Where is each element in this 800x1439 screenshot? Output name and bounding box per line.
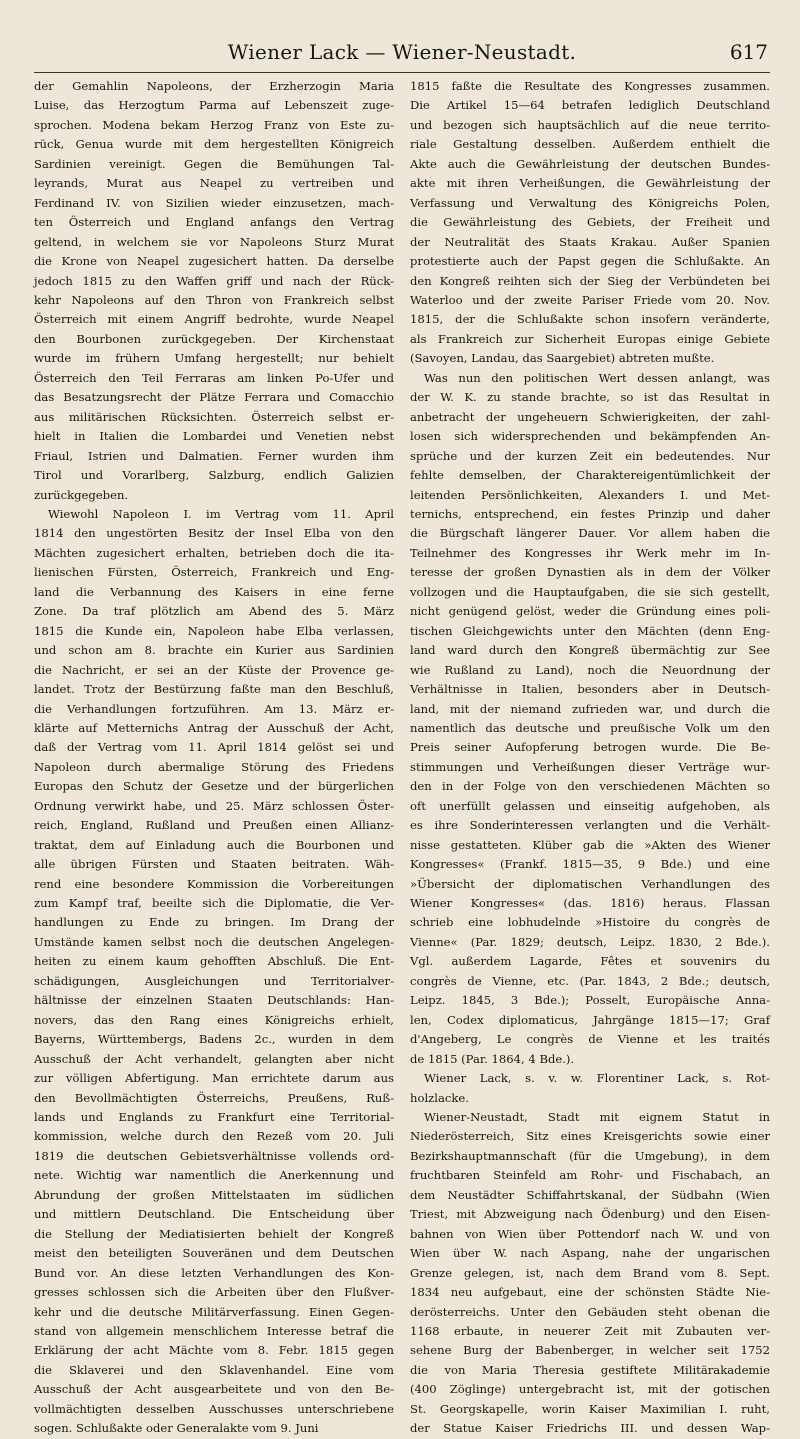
- text-line: Ferdinand IV. von Sizilien wieder einzusetzen, mach-: [34, 195, 394, 210]
- text-line: 1815, der die Schlußakte schon insofern veränderte,: [410, 312, 770, 327]
- text-line: land, mit der niemand zufrieden war, und durch die: [410, 701, 770, 716]
- text-line: aus militärischen Rücksichten. Österreich selbst er-: [34, 409, 394, 424]
- text-line: fehlte demselben, der Charaktereigentümlichkeit der: [410, 468, 770, 483]
- text-line: Ausschuß der Acht verhandelt, gelangten aber nicht: [34, 1051, 394, 1066]
- text-line: Wiener Kongresses« (das. 1816) heraus. Flassan: [410, 896, 770, 911]
- text-line: sprüche und der kurzen Zeit ein bedeutendes. Nur: [410, 448, 770, 463]
- text-line: sprochen. Modena bekam Herzog Franz von Este zu-: [34, 117, 394, 132]
- text-line: und schon am 8. brachte ein Kurier aus Sardinien: [34, 643, 394, 658]
- text-line: 1814 den ungestörten Besitz der Insel Elba von den: [34, 526, 394, 541]
- text-line: akte mit ihren Verheißungen, die Gewährleistung der: [410, 176, 770, 191]
- text-line: traktat, dem auf Einladung auch die Bourbonen und: [34, 837, 394, 852]
- text-line: hielt in Italien die Lombardei und Venetien nebst: [34, 429, 394, 444]
- text-line: 1819 die deutschen Gebietsverhältnisse vollends ord-: [34, 1148, 394, 1163]
- text-line: Napoleon durch abermalige Störung des Friedens: [34, 759, 394, 774]
- text-line: vollzogen und die Hauptaufgaben, die sie sich gestellt,: [410, 584, 770, 599]
- text-line: klärte auf Metternichs Antrag der Ausschuß der Acht,: [34, 720, 394, 735]
- text-line: Verfassung und Verwaltung des Königreichs Polen,: [410, 195, 770, 210]
- text-line: Bund vor. An diese letzten Verhandlungen des Kon-: [34, 1265, 394, 1280]
- text-line: der W. K. zu stande brachte, so ist das Resultat in: [410, 390, 770, 405]
- text-line: meist den beteiligten Souveränen und dem Deutschen: [34, 1246, 394, 1261]
- text-line: zur völligen Abfertigung. Man errichtete darum aus: [34, 1071, 394, 1086]
- text-line: die Nachricht, er sei an der Küste der Provence ge-: [34, 662, 394, 677]
- text-line: Verhältnisse in Italien, besonders aber in Deutsch-: [410, 682, 770, 697]
- text-line: protestierte auch der Papst gegen die Schlußakte. An: [410, 254, 770, 269]
- text-line: leyrands, Murat aus Neapel zu vertreiben und: [34, 176, 394, 191]
- text-line: namentlich das deutsche und preußische Volk um den: [410, 720, 770, 735]
- text-line: heiten zu einem kaum gehofften Abschluß. Die Ent-: [34, 954, 394, 969]
- text-line: bahnen von Wien über Pottendorf nach W. und von: [410, 1226, 770, 1241]
- text-line: landet. Trotz der Bestürzung faßte man den Beschluß,: [34, 682, 394, 697]
- text-line: nisse gestatteten. Klüber gab die »Akten des Wiener: [410, 837, 770, 852]
- text-line: Grenze gelegen, ist, nach dem Brand vom 8. Sept.: [410, 1265, 770, 1280]
- text-line: geltend, in welchem sie vor Napoleons Sturz Murat: [34, 234, 394, 249]
- text-line: (400 Zöglinge) untergebracht ist, mit der gotischen: [410, 1382, 770, 1397]
- text-line: teresse der großen Dynastien als in dem der Völker: [410, 565, 770, 580]
- text-line: Teilnehmer des Kongresses ihr Werk mehr im In-: [410, 545, 770, 560]
- text-line: Österreich mit einem Angriff bedrohte, wurde Neapel: [34, 312, 394, 327]
- text-line: alle übrigen Fürsten und Staaten beitraten. Wäh-: [34, 857, 394, 872]
- text-line: (Savoyen, Landau, das Saargebiet) abtreten mußte.: [410, 351, 715, 366]
- text-line: das Besatzungsrecht der Plätze Ferrara und Comacchio: [34, 390, 394, 405]
- left-column: [34, 77, 394, 1436]
- text-line: Wien über W. nach Aspang, nahe der ungarischen: [410, 1246, 770, 1261]
- text-line: Umstände kamen selbst noch die deutschen Angelegen-: [34, 934, 394, 949]
- text-line: sehene Burg der Babenberger, in welcher seit 1752: [410, 1343, 770, 1358]
- text-line: den Bevollmächtigten Österreichs, Preußens, Ruß-: [34, 1090, 394, 1105]
- text-line: fruchtbaren Steinfeld am Rohr- und Fischabach, an: [410, 1168, 770, 1183]
- text-line: hältnisse der einzelnen Staaten Deutschlands: Han-: [34, 993, 394, 1008]
- text-line: Akte auch die Gewährleistung der deutschen Bundes-: [410, 156, 770, 171]
- text-line: der Gemahlin Napoleons, der Erzherzogin Maria: [34, 79, 394, 93]
- text-line: novers, das den Rang eines Königreichs erhielt,: [34, 1012, 394, 1027]
- text-line: nete. Wichtig war namentlich die Anerkennung und: [34, 1168, 394, 1183]
- text-line: Leipz. 1845, 3 Bde.); Posselt, Europäische Anna-: [410, 993, 770, 1008]
- text-line: rück, Genua wurde mit dem hergestellten Königreich: [34, 137, 394, 152]
- text-line: kehr und die deutsche Militärverfassung. Einen Gegen-: [34, 1304, 394, 1319]
- text-line: Vienne« (Par. 1829; deutsch, Leipz. 1830, 2 Bde.).: [410, 934, 770, 949]
- running-header: [34, 40, 770, 66]
- text-line: schädigungen, Ausgleichungen und Territorialver-: [34, 973, 394, 988]
- text-line: nicht genügend gelöst, weder die Gründung eines poli-: [410, 604, 770, 619]
- text-line: ternichs, entsprechend, ein festes Prinzip und daher: [410, 506, 770, 521]
- text-line: Friaul, Istrien und Dalmatien. Ferner wurden ihm: [34, 448, 394, 463]
- text-line: Zone. Da traf plötzlich am Abend des 5. März: [34, 604, 394, 619]
- text-line: wurde im frühern Umfang hergestellt; nur behielt: [34, 351, 394, 366]
- text-line: die Gewährleistung des Gebiets, der Freiheit und: [410, 215, 770, 230]
- text-line: es ihre Sonderinteressen verlangten und die Verhält-: [410, 818, 770, 833]
- text-line: Sardinien vereinigt. Gegen die Bemühungen Tal-: [34, 156, 394, 171]
- text-line: Wiener-Neustadt, Stadt mit eignem Statut in: [424, 1110, 770, 1125]
- text-line: die Stellung der Mediatisierten behielt der Kongreß: [34, 1226, 394, 1241]
- text-line: Tirol und Vorarlberg, Salzburg, endlich Galizien: [34, 468, 394, 483]
- text-line: Triest, mit Abzweigung nach Ödenburg) und den Eisen-: [410, 1207, 770, 1222]
- page-number: 617: [729, 40, 768, 64]
- text-line: den Bourbonen zurückgegeben. Der Kirchenstaat: [34, 331, 394, 346]
- text-line: 1815 die Kunde ein, Napoleon habe Elba verlassen,: [34, 623, 394, 638]
- text-line: der Neutralität des Staats Krakau. Außer Spanien: [410, 234, 770, 249]
- text-line: Was nun den politischen Wert dessen anlangt, was: [424, 370, 770, 385]
- text-line: land die Verbannung des Kaisers in eine ferne: [34, 584, 394, 599]
- text-line: Kongresses« (Frankf. 1815—35, 9 Bde.) und eine: [410, 857, 770, 872]
- text-line: der Statue Kaiser Friedrichs III. und dessen Wap-: [410, 1421, 770, 1436]
- text-line: die Verhandlungen fortzuführen. Am 13. März er-: [34, 701, 394, 716]
- text-line: anbetracht der ungeheuern Schwierigkeiten, der zahl-: [410, 409, 770, 424]
- text-line: schrieb eine lobhudelnde »Histoire du congrès de: [410, 915, 770, 930]
- text-line: rend eine besondere Kommission die Vorbereitungen: [34, 876, 394, 891]
- text-line: zurückgegeben.: [34, 487, 129, 502]
- text-line: Luise, das Herzogtum Parma auf Lebenszeit zuge-: [34, 98, 394, 113]
- text-line: de 1815 (Par. 1864, 4 Bde.).: [410, 1051, 575, 1066]
- running-title: Wiener Lack — Wiener-Neustadt.: [227, 40, 577, 64]
- text-line: dem Neustädter Schiffahrtskanal, der Südbahn (Wien: [410, 1187, 770, 1202]
- text-line: Europas den Schutz der Gesetze und der bürgerlichen: [34, 779, 394, 794]
- text-line: Abrundung der großen Mittelstaaten im südlichen: [34, 1187, 394, 1202]
- text-line: Die Artikel 15—64 betrafen lediglich Deutschland: [410, 98, 770, 113]
- text-line: Vgl. außerdem Lagarde, Fêtes et souvenirs du: [410, 954, 770, 969]
- text-line: wie Rußland zu Land), noch die Neuordnung der: [410, 662, 770, 677]
- text-line: Waterloo und der zweite Pariser Friede vom 20. Nov.: [410, 292, 770, 307]
- text-line: und mittlern Deutschland. Die Entscheidung über: [34, 1207, 394, 1222]
- text-line: gresses schlossen sich die Arbeiten über den Flußver-: [34, 1285, 394, 1300]
- text-line: und bezogen sich hauptsächlich auf die neue territo-: [410, 117, 770, 132]
- text-line: lands und Englands zu Frankfurt eine Territorial-: [34, 1110, 394, 1125]
- text-line: riale Gestaltung desselben. Außerdem enthielt die: [410, 137, 770, 152]
- text-line: 1815 faßte die Resultate des Kongresses zusammen.: [410, 79, 770, 93]
- text-line: den Kongreß reihten sich der Sieg der Verbündeten bei: [410, 273, 770, 288]
- text-line: die Bürgschaft längerer Dauer. Vor allem haben die: [410, 526, 770, 541]
- text-line: Ausschuß der Acht ausgearbeitete und von den Be-: [34, 1382, 394, 1397]
- text-line: vollmächtigten desselben Ausschusses unterschriebene: [34, 1401, 394, 1416]
- text-line: Ordnung verwirkt habe, und 25. März schlossen Öster-: [34, 798, 394, 813]
- text-line: reich, England, Rußland und Preußen einen Allianz-: [34, 818, 394, 833]
- text-line: handlungen zu Ende zu bringen. Im Drang der: [34, 915, 394, 930]
- text-line: land ward durch den Kongreß übermächtig zur See: [410, 643, 770, 658]
- text-line: Niederösterreich, Sitz eines Kreisgerichts sowie einer: [410, 1129, 770, 1144]
- text-line: tischen Gleichgewichts unter den Mächten (denn Eng-: [410, 623, 770, 638]
- text-line: ten Österreich und England anfangs den Vertrag: [34, 215, 394, 230]
- text-line: Erklärung der acht Mächte vom 8. Febr. 1815 gegen: [34, 1343, 394, 1358]
- text-line: St. Georgskapelle, worin Kaiser Maximilian I. ruht,: [410, 1401, 770, 1416]
- text-line: Wiener Lack, s. v. w. Florentiner Lack, s. Rot-: [424, 1071, 770, 1086]
- text-line: Wiewohl Napoleon I. im Vertrag vom 11. April: [48, 506, 394, 521]
- text-line: losen sich widersprechenden und bekämpfenden An-: [410, 429, 770, 444]
- text-line: len, Codex diplomaticus, Jahrgänge 1815—17; Graf: [410, 1012, 770, 1027]
- text-line: den in der Folge von den verschiedenen Mächten so: [410, 779, 770, 794]
- text-line: d'Angeberg, Le congrès de Vienne et les traités: [410, 1032, 770, 1047]
- text-line: die Krone von Neapel zugesichert hatten. Da derselbe: [34, 254, 394, 269]
- text-line: kehr Napoleons auf den Thron von Frankreich selbst: [34, 292, 394, 307]
- text-line: derösterreichs. Unter den Gebäuden steht obenan die: [410, 1304, 770, 1319]
- text-line: zum Kampf traf, beeilte sich die Diplomatie, die Ver-: [34, 896, 394, 911]
- text-line: kommission, welche durch den Rezeß vom 20. Juli: [34, 1129, 394, 1144]
- text-line: die von Maria Theresia gestiftete Militärakademie: [410, 1362, 770, 1377]
- text-line: holzlacke.: [410, 1090, 469, 1105]
- text-line: daß der Vertrag vom 11. April 1814 gelöst sei und: [34, 740, 394, 755]
- header-rule: [34, 72, 770, 73]
- text-line: lienischen Fürsten, Österreich, Frankreich und Eng-: [34, 565, 394, 580]
- text-line: Mächten zugesichert erhalten, betrieben doch die ita-: [34, 545, 394, 560]
- text-line: die Sklaverei und den Sklavenhandel. Eine vom: [34, 1362, 394, 1377]
- text-line: leitenden Persönlichkeiten, Alexanders I. und Met-: [410, 487, 770, 502]
- text-line: 1834 neu aufgebaut, eine der schönsten Städte Nie-: [410, 1285, 770, 1300]
- text-line: jedoch 1815 zu den Waffen griff und nach der Rück-: [34, 273, 394, 288]
- text-columns: [34, 77, 770, 1436]
- text-line: Österreich den Teil Ferraras am linken Po-Ufer und: [34, 370, 394, 385]
- text-line: Bayerns, Württembergs, Badens 2c., wurden in dem: [34, 1032, 394, 1047]
- text-line: Preis seiner Aufopferung betrogen wurde. Die Be-: [410, 740, 770, 755]
- text-line: 1168 erbaute, in neuerer Zeit mit Zubauten ver-: [410, 1324, 770, 1338]
- text-line: congrès de Vienne, etc. (Par. 1843, 2 Bde.; deutsch,: [410, 973, 770, 988]
- text-line: sogen. Schlußakte oder Generalakte vom 9. Juni: [34, 1421, 319, 1436]
- text-line: »Übersicht der diplomatischen Verhandlungen des: [410, 876, 770, 891]
- text-line: Bezirkshauptmannschaft (für die Umgebung), in dem: [410, 1148, 770, 1163]
- right-column: [410, 77, 770, 1436]
- text-line: stimmungen und Verheißungen dieser Verträge wur-: [410, 759, 770, 774]
- text-line: oft unerfüllt gelassen und einseitig aufgehoben, als: [410, 798, 770, 813]
- text-line: stand von allgemein menschlichem Interesse betraf die: [34, 1324, 394, 1338]
- text-line: als Frankreich zur Sicherheit Europas einige Gebiete: [410, 331, 770, 346]
